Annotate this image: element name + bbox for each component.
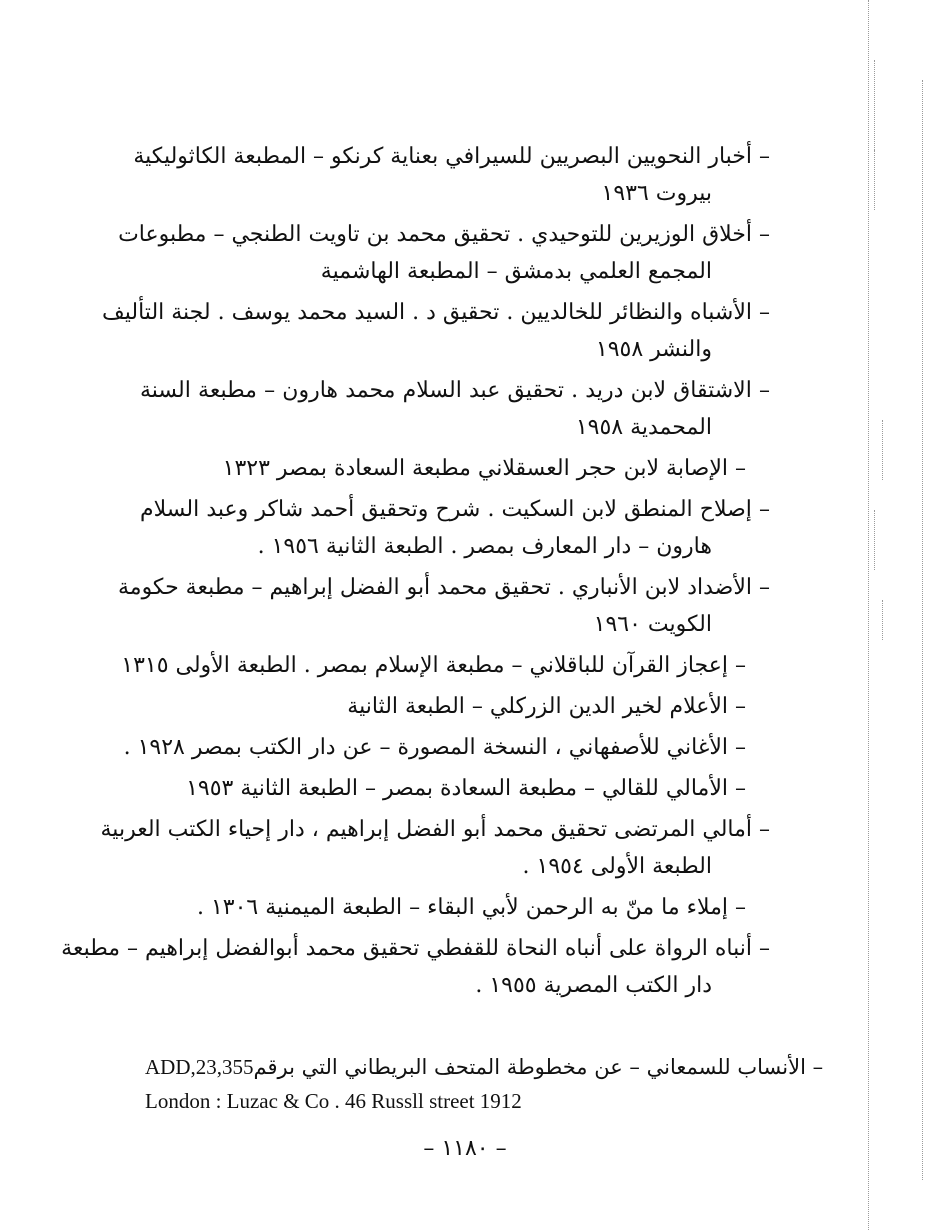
bibliography-list bbox=[61, 138, 770, 1008]
page-number: – ١١٨٠ – bbox=[423, 1136, 507, 1161]
bibliography-entry bbox=[140, 889, 770, 926]
entry-line: – الأمالي للقالي – مطبعة السعادة بمصر – الطبعة الثانية ١٩٥٣ bbox=[186, 776, 746, 801]
entry-line: – أمالي المرتضى تحقيق محمد أبو الفضل إبراهيم ، دار إحياء الكتب العربية bbox=[100, 817, 770, 842]
entry-line: – الأعلام لخير الدين الزركلي – الطبعة الثانية bbox=[347, 694, 746, 719]
last-entry-reference: ADD,23,355 bbox=[145, 1055, 254, 1079]
scan-edge-noise bbox=[860, 0, 930, 1230]
bibliography-entry bbox=[121, 647, 770, 684]
bibliography-entry bbox=[140, 372, 770, 446]
entry-line: – إملاء ما منّ به الرحمن لأبي البقاء – الطبعة الميمنية ١٣٠٦ . bbox=[196, 895, 746, 920]
entry-line: – إعجاز القرآن للباقلاني – مطبعة الإسلام بمصر . الطبعة الأولى ١٣١٥ bbox=[121, 653, 746, 678]
entry-line: – إصلاح المنطق لابن السكيت . شرح وتحقيق أحمد شاكر وعبد السلام bbox=[140, 497, 770, 522]
bibliography-entry bbox=[101, 294, 770, 368]
entry-line: – أخلاق الوزيرين للتوحيدي . تحقيق محمد بن تاويت الطنجي – مطبوعات bbox=[118, 222, 770, 247]
entry-line: – الأضداد لابن الأنباري . تحقيق محمد أبو الفضل إبراهيم – مطبعة حكومة bbox=[117, 575, 770, 600]
bibliography-entry bbox=[140, 491, 770, 565]
entry-line: – الاشتقاق لابن دريد . تحقيق عبد السلام محمد هارون – مطبعة السنة bbox=[140, 378, 770, 403]
entry-line: – أخبار النحويين البصريين للسيرافي بعناية كرنكو – المطبعة الكاثوليكية bbox=[133, 144, 770, 169]
bibliography-entry bbox=[117, 569, 770, 643]
entry-continuation-line: هارون – دار المعارف بمصر . الطبعة الثانية ١٩٥٦ . bbox=[257, 534, 712, 559]
entry-line: – الأشباه والنظائر للخالديين . تحقيق د . السيد محمد يوسف . لجنة التأليف bbox=[101, 300, 770, 325]
entry-continuation-line: الكويت ١٩٦٠ bbox=[593, 612, 712, 637]
entry-continuation-line: دار الكتب المصرية ١٩٥٥ . bbox=[475, 973, 712, 998]
bibliography-entry bbox=[61, 930, 770, 1004]
bibliography-entry bbox=[140, 770, 770, 807]
bibliography-entry bbox=[123, 729, 770, 766]
entry-line: – الأغاني للأصفهاني ، النسخة المصورة – عن دار الكتب بمصر ١٩٢٨ . bbox=[123, 735, 746, 760]
bibliography-entry bbox=[118, 216, 770, 290]
entry-line: – أنباه الرواة على أنباه النحاة للقفطي تحقيق محمد أبوالفضل إبراهيم – مطبعة bbox=[61, 936, 770, 961]
entry-continuation-line: المحمدية ١٩٥٨ bbox=[575, 415, 712, 440]
bibliography-entry bbox=[140, 688, 770, 725]
last-entry-arabic: – الأنساب للسمعاني – عن مخطوطة المتحف البريطاني التي برقم bbox=[253, 1055, 824, 1079]
last-entry bbox=[145, 1050, 824, 1118]
last-entry-publisher: London : Luzac & Co . 46 Russll street 1912 bbox=[145, 1089, 522, 1113]
entry-continuation-line: بيروت ١٩٣٦ bbox=[601, 181, 712, 206]
entry-continuation-line: الطبعة الأولى ١٩٥٤ . bbox=[522, 854, 712, 879]
entry-continuation-line: المجمع العلمي بدمشق – المطبعة الهاشمية bbox=[320, 259, 712, 284]
bibliography-entry bbox=[100, 811, 770, 885]
entry-line: – الإصابة لابن حجر العسقلاني مطبعة السعادة بمصر ١٣٢٣ bbox=[222, 456, 746, 481]
bibliography-entry bbox=[140, 450, 770, 487]
bibliography-entry bbox=[133, 138, 770, 212]
entry-continuation-line: والنشر ١٩٥٨ bbox=[595, 337, 712, 362]
